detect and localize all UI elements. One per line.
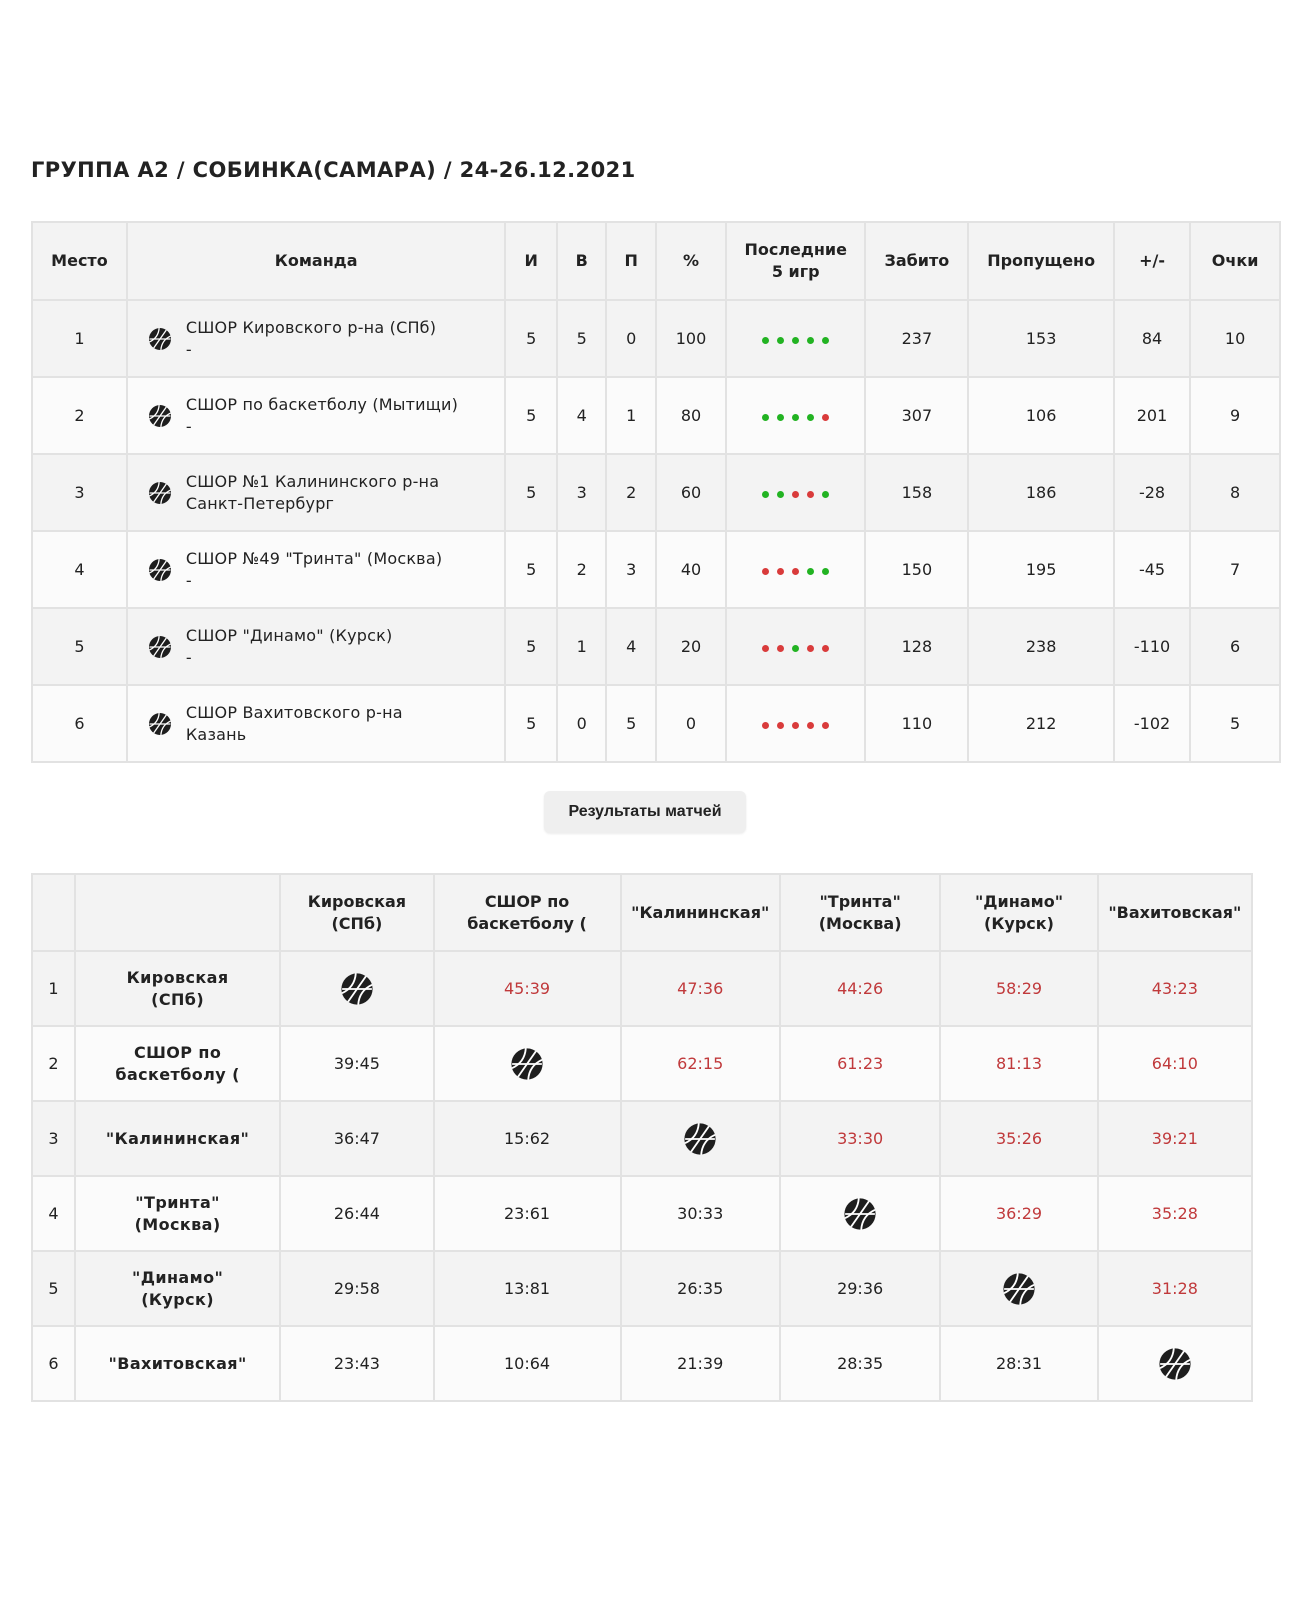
matrix-row-num: 2 [32, 1026, 75, 1101]
matrix-row [32, 1026, 1252, 1101]
last-game-win-dot [807, 568, 814, 575]
header-losses[interactable]: П [606, 222, 656, 300]
wins-cell: 4 [557, 377, 607, 454]
last-game-loss-dot [762, 722, 769, 729]
standings-row [32, 608, 1280, 685]
self-match-cell [434, 1026, 621, 1101]
last-game-loss-dot [792, 722, 799, 729]
team-name[interactable]: СШОР Кировского р-на (СПб) [185, 317, 437, 337]
last-game-win-dot [762, 337, 769, 344]
wins-cell: 0 [557, 685, 607, 762]
matrix-row-num: 6 [32, 1326, 75, 1401]
standings-header-row [32, 222, 1280, 300]
place-cell: 6 [32, 685, 127, 762]
last-game-loss-dot [792, 491, 799, 498]
self-match-cell [780, 1176, 940, 1251]
header-games[interactable]: И [505, 222, 557, 300]
games-cell: 5 [505, 685, 557, 762]
diff-cell: -45 [1114, 531, 1190, 608]
basketball-icon [683, 1122, 717, 1156]
last-game-win-dot [777, 337, 784, 344]
percent-cell: 0 [656, 685, 726, 762]
last-game-loss-dot [822, 645, 829, 652]
percent-cell: 100 [656, 300, 726, 377]
match-score-cell[interactable]: 81:13 [940, 1026, 1097, 1101]
basketball-icon [148, 481, 172, 505]
self-match-cell [621, 1101, 780, 1176]
losses-cell: 1 [606, 377, 656, 454]
team-name[interactable]: СШОР №1 Калининского р-на [185, 471, 440, 491]
last-game-win-dot [777, 414, 784, 421]
match-score-cell[interactable]: 28:35 [780, 1326, 940, 1401]
conceded-cell: 212 [968, 685, 1113, 762]
matrix-row [32, 1176, 1252, 1251]
points-cell: 9 [1190, 377, 1280, 454]
last-game-win-dot [792, 414, 799, 421]
match-score-cell[interactable]: 28:31 [940, 1326, 1097, 1401]
diff-cell: -110 [1114, 608, 1190, 685]
page-title: ГРУППА А2 / СОБИНКА(САМАРА) / 24-26.12.2021 [31, 158, 636, 182]
matrix-row-num: 4 [32, 1176, 75, 1251]
team-cell[interactable] [127, 454, 506, 531]
team-city: - [185, 570, 192, 590]
last-game-loss-dot [807, 645, 814, 652]
match-score-cell[interactable]: 30:33 [621, 1176, 780, 1251]
last-game-win-dot [822, 491, 829, 498]
standings-row [32, 300, 1280, 377]
matrix-row-team: "Калининская" [75, 1101, 280, 1176]
last-game-win-dot [762, 491, 769, 498]
match-score-cell[interactable]: 35:26 [940, 1101, 1097, 1176]
wins-cell: 1 [557, 608, 607, 685]
basketball-icon [148, 712, 172, 736]
match-score-cell[interactable]: 62:15 [621, 1026, 780, 1101]
last-game-loss-dot [822, 722, 829, 729]
losses-cell: 0 [606, 300, 656, 377]
points-cell: 5 [1190, 685, 1280, 762]
header-team[interactable]: Команда [127, 222, 506, 300]
match-score-cell[interactable]: 64:10 [1098, 1026, 1252, 1101]
scored-cell: 150 [865, 531, 968, 608]
team-name[interactable]: СШОР №49 "Тринта" (Москва) [185, 548, 443, 568]
basketball-icon [1158, 1347, 1192, 1381]
matrix-row-team: СШОР по баскетболу ( [75, 1026, 280, 1101]
last-game-win-dot [762, 414, 769, 421]
matrix-row [32, 951, 1252, 1026]
place-cell: 3 [32, 454, 127, 531]
last-game-loss-dot [807, 722, 814, 729]
points-cell: 7 [1190, 531, 1280, 608]
losses-cell: 5 [606, 685, 656, 762]
last-game-win-dot [792, 645, 799, 652]
percent-cell: 40 [656, 531, 726, 608]
diff-cell: 201 [1114, 377, 1190, 454]
basketball-icon [148, 558, 172, 582]
match-score-cell[interactable]: 31:28 [1098, 1251, 1252, 1326]
results-matrix-table [31, 873, 1253, 1402]
match-score-cell[interactable]: 29:36 [780, 1251, 940, 1326]
games-cell: 5 [505, 608, 557, 685]
scored-cell: 237 [865, 300, 968, 377]
standings-row [32, 454, 1280, 531]
team-city: Казань [185, 724, 247, 744]
diff-cell: 84 [1114, 300, 1190, 377]
match-score-cell[interactable]: 39:45 [280, 1026, 433, 1101]
matrix-row-num: 1 [32, 951, 75, 1026]
last-game-loss-dot [762, 568, 769, 575]
last-game-loss-dot [777, 568, 784, 575]
match-score-cell[interactable]: 36:29 [940, 1176, 1097, 1251]
match-score-cell[interactable]: 43:23 [1098, 951, 1252, 1026]
team-city: - [185, 416, 192, 436]
last5-cell [726, 454, 865, 531]
matrix-row-team: "Динамо" (Курск) [75, 1251, 280, 1326]
team-name[interactable]: СШОР Вахитовского р-на [185, 702, 403, 722]
matrix-header-team-1: Кировская (СПб) [280, 874, 433, 951]
match-score-cell[interactable]: 33:30 [780, 1101, 940, 1176]
match-score-cell[interactable]: 10:64 [434, 1326, 621, 1401]
matrix-row-team: Кировская (СПб) [75, 951, 280, 1026]
match-score-cell[interactable]: 58:29 [940, 951, 1097, 1026]
conceded-cell: 153 [968, 300, 1113, 377]
last-game-win-dot [792, 337, 799, 344]
last5-cell [726, 377, 865, 454]
team-cell[interactable] [127, 685, 506, 762]
basketball-icon [843, 1197, 877, 1231]
standings-row [32, 377, 1280, 454]
team-name[interactable]: СШОР по баскетболу (Мытищи) [185, 394, 459, 414]
match-score-cell[interactable]: 35:28 [1098, 1176, 1252, 1251]
standings-table [31, 221, 1281, 763]
match-score-cell[interactable]: 26:35 [621, 1251, 780, 1326]
wins-cell: 2 [557, 531, 607, 608]
games-cell: 5 [505, 531, 557, 608]
conceded-cell: 106 [968, 377, 1113, 454]
matrix-header-team-6: "Вахитовская" [1098, 874, 1252, 951]
matrix-header-row [32, 874, 1252, 951]
header-diff[interactable]: +/- [1114, 222, 1190, 300]
match-score-cell[interactable]: 44:26 [780, 951, 940, 1026]
header-points[interactable]: Очки [1190, 222, 1280, 300]
losses-cell: 4 [606, 608, 656, 685]
basketball-icon [510, 1047, 544, 1081]
matrix-header-team-5: "Динамо" (Курск) [940, 874, 1097, 951]
basketball-icon [148, 635, 172, 659]
team-name[interactable]: СШОР "Динамо" (Курск) [185, 625, 393, 645]
place-cell: 1 [32, 300, 127, 377]
header-conceded[interactable]: Пропущено [968, 222, 1113, 300]
basketball-icon [340, 972, 374, 1006]
last-game-loss-dot [807, 491, 814, 498]
self-match-cell [280, 951, 433, 1026]
scored-cell: 110 [865, 685, 968, 762]
conceded-cell: 195 [968, 531, 1113, 608]
last5-cell [726, 608, 865, 685]
last-game-loss-dot [762, 645, 769, 652]
last-game-win-dot [822, 337, 829, 344]
team-cell[interactable] [127, 531, 506, 608]
team-cell[interactable] [127, 300, 506, 377]
matrix-row-num: 3 [32, 1101, 75, 1176]
team-cell[interactable] [127, 608, 506, 685]
match-score-cell[interactable]: 39:21 [1098, 1101, 1252, 1176]
match-score-cell[interactable]: 26:44 [280, 1176, 433, 1251]
last5-cell [726, 300, 865, 377]
match-score-cell[interactable]: 36:47 [280, 1101, 433, 1176]
matrix-row-num: 5 [32, 1251, 75, 1326]
match-score-cell[interactable]: 45:39 [434, 951, 621, 1026]
match-score-cell[interactable]: 15:62 [434, 1101, 621, 1176]
match-score-cell[interactable]: 21:39 [621, 1326, 780, 1401]
last-game-loss-dot [777, 722, 784, 729]
games-cell: 5 [505, 300, 557, 377]
matrix-row [32, 1101, 1252, 1176]
place-cell: 5 [32, 608, 127, 685]
team-cell[interactable] [127, 377, 506, 454]
place-cell: 2 [32, 377, 127, 454]
wins-cell: 5 [557, 300, 607, 377]
header-scored[interactable]: Забито [865, 222, 968, 300]
basketball-icon [148, 327, 172, 351]
wins-cell: 3 [557, 454, 607, 531]
matrix-row [32, 1326, 1252, 1401]
matrix-header-team-4: "Тринта" (Москва) [780, 874, 940, 951]
matrix-header-name [75, 874, 280, 951]
header-last5[interactable]: Последние 5 игр [726, 222, 865, 300]
scored-cell: 128 [865, 608, 968, 685]
last-game-loss-dot [792, 568, 799, 575]
games-cell: 5 [505, 454, 557, 531]
standings-row [32, 531, 1280, 608]
self-match-cell [1098, 1326, 1252, 1401]
header-percent[interactable]: % [656, 222, 726, 300]
last-game-win-dot [777, 491, 784, 498]
matrix-header-team-3: "Калининская" [621, 874, 780, 951]
percent-cell: 80 [656, 377, 726, 454]
last5-cell [726, 685, 865, 762]
losses-cell: 2 [606, 454, 656, 531]
last-game-loss-dot [777, 645, 784, 652]
header-place[interactable]: Место [32, 222, 127, 300]
matrix-header-num [32, 874, 75, 951]
points-cell: 8 [1190, 454, 1280, 531]
last-game-win-dot [807, 414, 814, 421]
basketball-icon [148, 404, 172, 428]
matrix-row-team: "Тринта" (Москва) [75, 1176, 280, 1251]
diff-cell: -28 [1114, 454, 1190, 531]
match-score-cell[interactable]: 47:36 [621, 951, 780, 1026]
points-cell: 6 [1190, 608, 1280, 685]
conceded-cell: 238 [968, 608, 1113, 685]
last-game-loss-dot [822, 414, 829, 421]
percent-cell: 20 [656, 608, 726, 685]
scored-cell: 307 [865, 377, 968, 454]
team-city: - [185, 647, 192, 667]
match-score-cell[interactable]: 23:61 [434, 1176, 621, 1251]
header-wins[interactable]: В [557, 222, 607, 300]
last5-cell [726, 531, 865, 608]
last-game-win-dot [807, 337, 814, 344]
scored-cell: 158 [865, 454, 968, 531]
match-results-button[interactable]: Результаты матчей [544, 791, 746, 833]
matrix-row [32, 1251, 1252, 1326]
standings-row [32, 685, 1280, 762]
points-cell: 10 [1190, 300, 1280, 377]
losses-cell: 3 [606, 531, 656, 608]
games-cell: 5 [505, 377, 557, 454]
conceded-cell: 186 [968, 454, 1113, 531]
self-match-cell [940, 1251, 1097, 1326]
last-game-win-dot [822, 568, 829, 575]
match-score-cell[interactable]: 23:43 [280, 1326, 433, 1401]
diff-cell: -102 [1114, 685, 1190, 762]
match-score-cell[interactable]: 13:81 [434, 1251, 621, 1326]
match-score-cell[interactable]: 29:58 [280, 1251, 433, 1326]
matrix-header-team-2: СШОР по баскетболу ( [434, 874, 621, 951]
percent-cell: 60 [656, 454, 726, 531]
basketball-icon [1002, 1272, 1036, 1306]
match-score-cell[interactable]: 61:23 [780, 1026, 940, 1101]
matrix-row-team: "Вахитовская" [75, 1326, 280, 1401]
place-cell: 4 [32, 531, 127, 608]
team-city: - [185, 339, 192, 359]
team-city: Санкт-Петербург [185, 493, 335, 513]
